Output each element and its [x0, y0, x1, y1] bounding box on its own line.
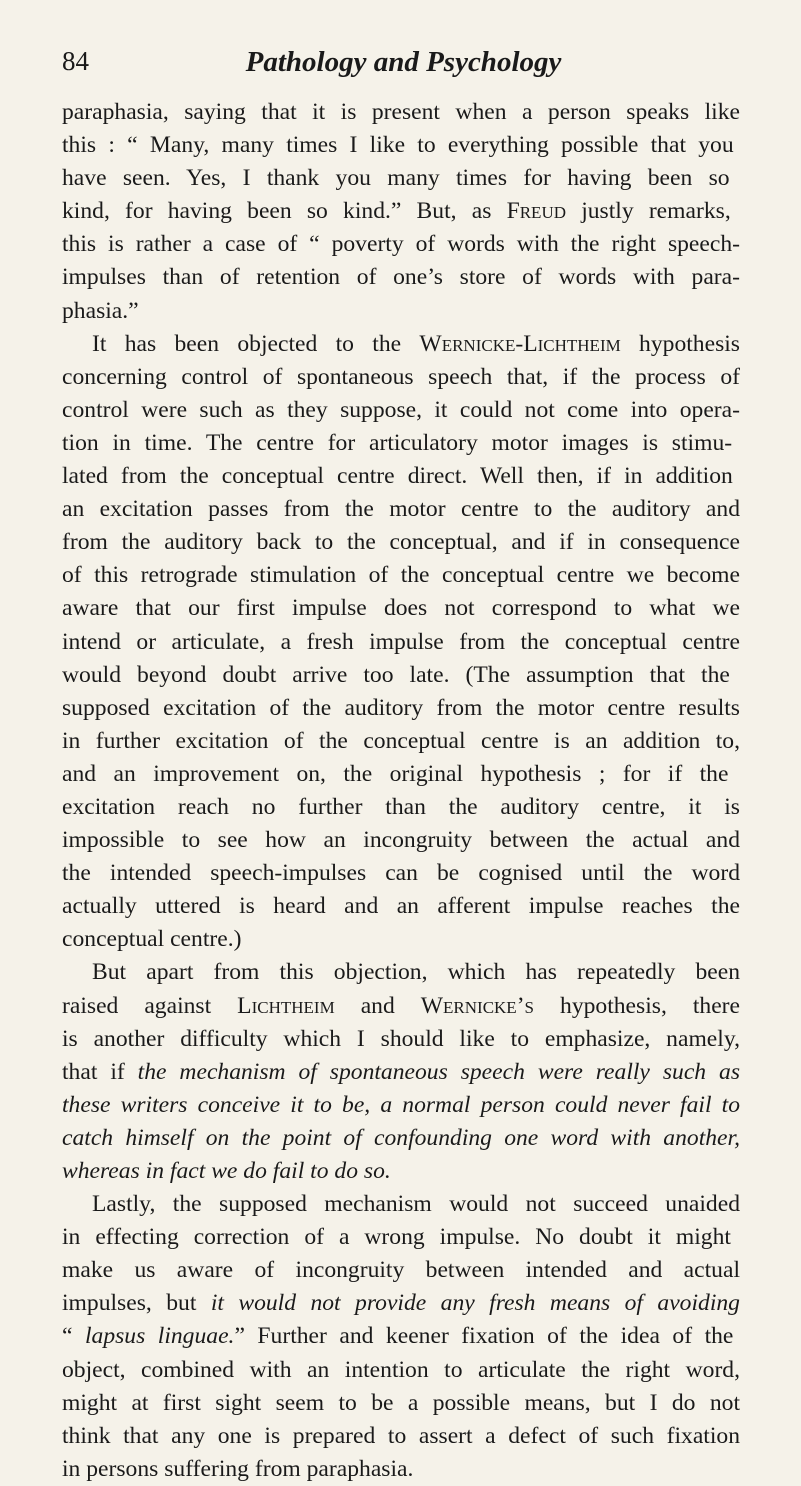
page-header — [62, 46, 745, 86]
text-run: Lastly, the supposed mechanism would not succeed unaided — [92, 1191, 740, 1218]
italic-text: lapsus linguae. — [84, 1323, 235, 1350]
text-run: impulses, but — [62, 1290, 211, 1317]
running-title: Pathology and Psychology — [245, 46, 562, 78]
text-run: an excitation passes from the motor centre to the auditory and — [62, 496, 740, 523]
text-run: of this retrograde stimulation of the conceptual centre we become — [62, 562, 740, 589]
italic-text: catch himself on the point of confounding one word with another, — [62, 1124, 740, 1151]
text-run: “ — [62, 1323, 85, 1350]
text-run: from the auditory back to the conceptual, and if in consequence — [62, 529, 740, 556]
text-run: lated from the conceptual centre direct. Well then, if in addition — [62, 463, 733, 490]
text-run: It has been objected to the — [92, 330, 420, 357]
text-line — [62, 195, 801, 228]
text-run: in further excitation of the conceptual centre is an addition to, — [62, 727, 740, 754]
text-line — [62, 1056, 801, 1089]
text-line — [62, 328, 801, 361]
text-line — [62, 1320, 801, 1353]
text-run: make us aware of incongruity between intended and actual — [62, 1257, 740, 1284]
small-caps-name: Wernicke-Lichtheim — [419, 330, 621, 357]
text-line — [62, 460, 801, 493]
text-run: actually uttered is heard and an afferent impulse reaches the — [62, 893, 740, 920]
text-run: is another difficulty which I should like to emphasize, namely, — [62, 1025, 740, 1052]
small-caps-name: Freud — [506, 198, 566, 225]
text-line — [62, 96, 801, 129]
text-line — [62, 1155, 801, 1188]
text-run: conceptual centre.) — [62, 926, 242, 953]
text-line — [62, 758, 801, 791]
text-run: justly remarks, — [566, 198, 731, 225]
text-line — [62, 394, 801, 427]
text-line — [62, 824, 801, 857]
small-caps-name: Lichtheim — [237, 992, 335, 1019]
text-run: ” Further and keener fixation of the idea of the — [234, 1323, 734, 1350]
text-line — [62, 559, 801, 592]
text-run: impulses than of retention of one’s store of words with para- — [62, 264, 740, 291]
text-line — [62, 659, 801, 692]
text-run: have seen. Yes, I thank you many times for having been so — [62, 165, 730, 192]
text-run: that if — [62, 1058, 138, 1085]
text-line — [62, 295, 801, 328]
text-run: But apart from this objection, which has repeatedly been — [92, 959, 740, 986]
text-line — [62, 1122, 801, 1155]
text-line — [62, 791, 801, 824]
text-run: in persons suffering from paraphasia. — [62, 1455, 414, 1482]
text-run: and — [334, 992, 421, 1019]
text-line — [62, 1089, 801, 1122]
text-line — [62, 427, 801, 460]
text-run: this : “ Many, many times I like to everything possible that you — [62, 132, 734, 159]
text-line — [62, 956, 801, 989]
text-run: aware that our first impulse does not correspond to what we — [62, 595, 740, 622]
text-line — [62, 129, 801, 162]
text-run: might at first sight seem to be a possible means, but I do not — [62, 1389, 740, 1416]
italic-text: whereas in fact we do fail to do so. — [62, 1158, 391, 1184]
text-line — [62, 1387, 801, 1420]
text-line — [62, 990, 801, 1023]
small-caps-name: Wernicke’s — [420, 992, 535, 1019]
text-line — [62, 890, 801, 923]
text-line — [62, 725, 801, 758]
italic-text: the mechanism of spontaneous speech were really such as — [137, 1058, 741, 1085]
text-run: would beyond doubt arrive too late. (The assumption that the — [62, 661, 730, 688]
text-run: concerning control of spontaneous speech that, if the process of — [62, 363, 740, 390]
text-run: intend or articulate, a fresh impulse from the conceptual centre — [62, 628, 740, 655]
text-run: in effecting correction of a wrong impulse. No doubt it might — [62, 1224, 731, 1251]
text-line — [62, 162, 801, 195]
italic-text: these writers conceive it to be, a normal person could never fail to — [62, 1091, 740, 1118]
text-run: tion in time. The centre for articulatory motor images is stimu- — [62, 429, 733, 456]
text-run: and an improvement on, the original hypothesis ; for if the — [62, 760, 729, 787]
text-run: control were such as they suppose, it could not come into opera- — [62, 396, 740, 423]
text-line — [62, 692, 801, 725]
text-line — [62, 1023, 801, 1056]
text-line — [62, 228, 801, 261]
text-line — [62, 1453, 801, 1486]
text-line — [62, 1420, 801, 1453]
text-run: paraphasia, saying that it is present when a person speaks like — [62, 99, 740, 125]
text-line — [62, 1221, 801, 1254]
text-line — [62, 1354, 801, 1387]
text-run: hypothesis — [620, 330, 740, 357]
text-line — [62, 1287, 801, 1320]
text-run: hypothesis, there — [534, 992, 740, 1019]
text-run: impossible to see how an incongruity between the actual and — [62, 827, 740, 854]
text-run: phasia.” — [62, 297, 139, 324]
text-line — [62, 526, 801, 559]
text-run: excitation reach no further than the auditory centre, it is — [62, 793, 740, 820]
text-line — [62, 1254, 801, 1287]
page-number: 84 — [62, 46, 89, 76]
text-line — [62, 626, 801, 659]
italic-text: it would not provide any fresh means of avoiding — [210, 1290, 740, 1317]
text-line — [62, 857, 801, 890]
text-run: think that any one is prepared to assert a defect of such fixation — [62, 1422, 740, 1449]
text-line — [62, 361, 801, 394]
text-line — [62, 261, 801, 294]
text-run: kind, for having been so kind.” But, as — [62, 198, 507, 225]
text-run: supposed excitation of the auditory from the motor centre results — [62, 694, 740, 721]
text-line — [62, 592, 801, 625]
text-run: object, combined with an intention to articulate the right word, — [62, 1356, 740, 1383]
text-line — [62, 493, 801, 526]
text-line — [62, 923, 801, 956]
text-line — [62, 1188, 801, 1221]
body-text — [62, 96, 801, 1486]
text-run: the intended speech-impulses can be cognised until the word — [62, 860, 740, 887]
text-run: this is rather a case of “ poverty of words with the right speech- — [62, 231, 740, 258]
text-run: raised against — [62, 992, 238, 1019]
